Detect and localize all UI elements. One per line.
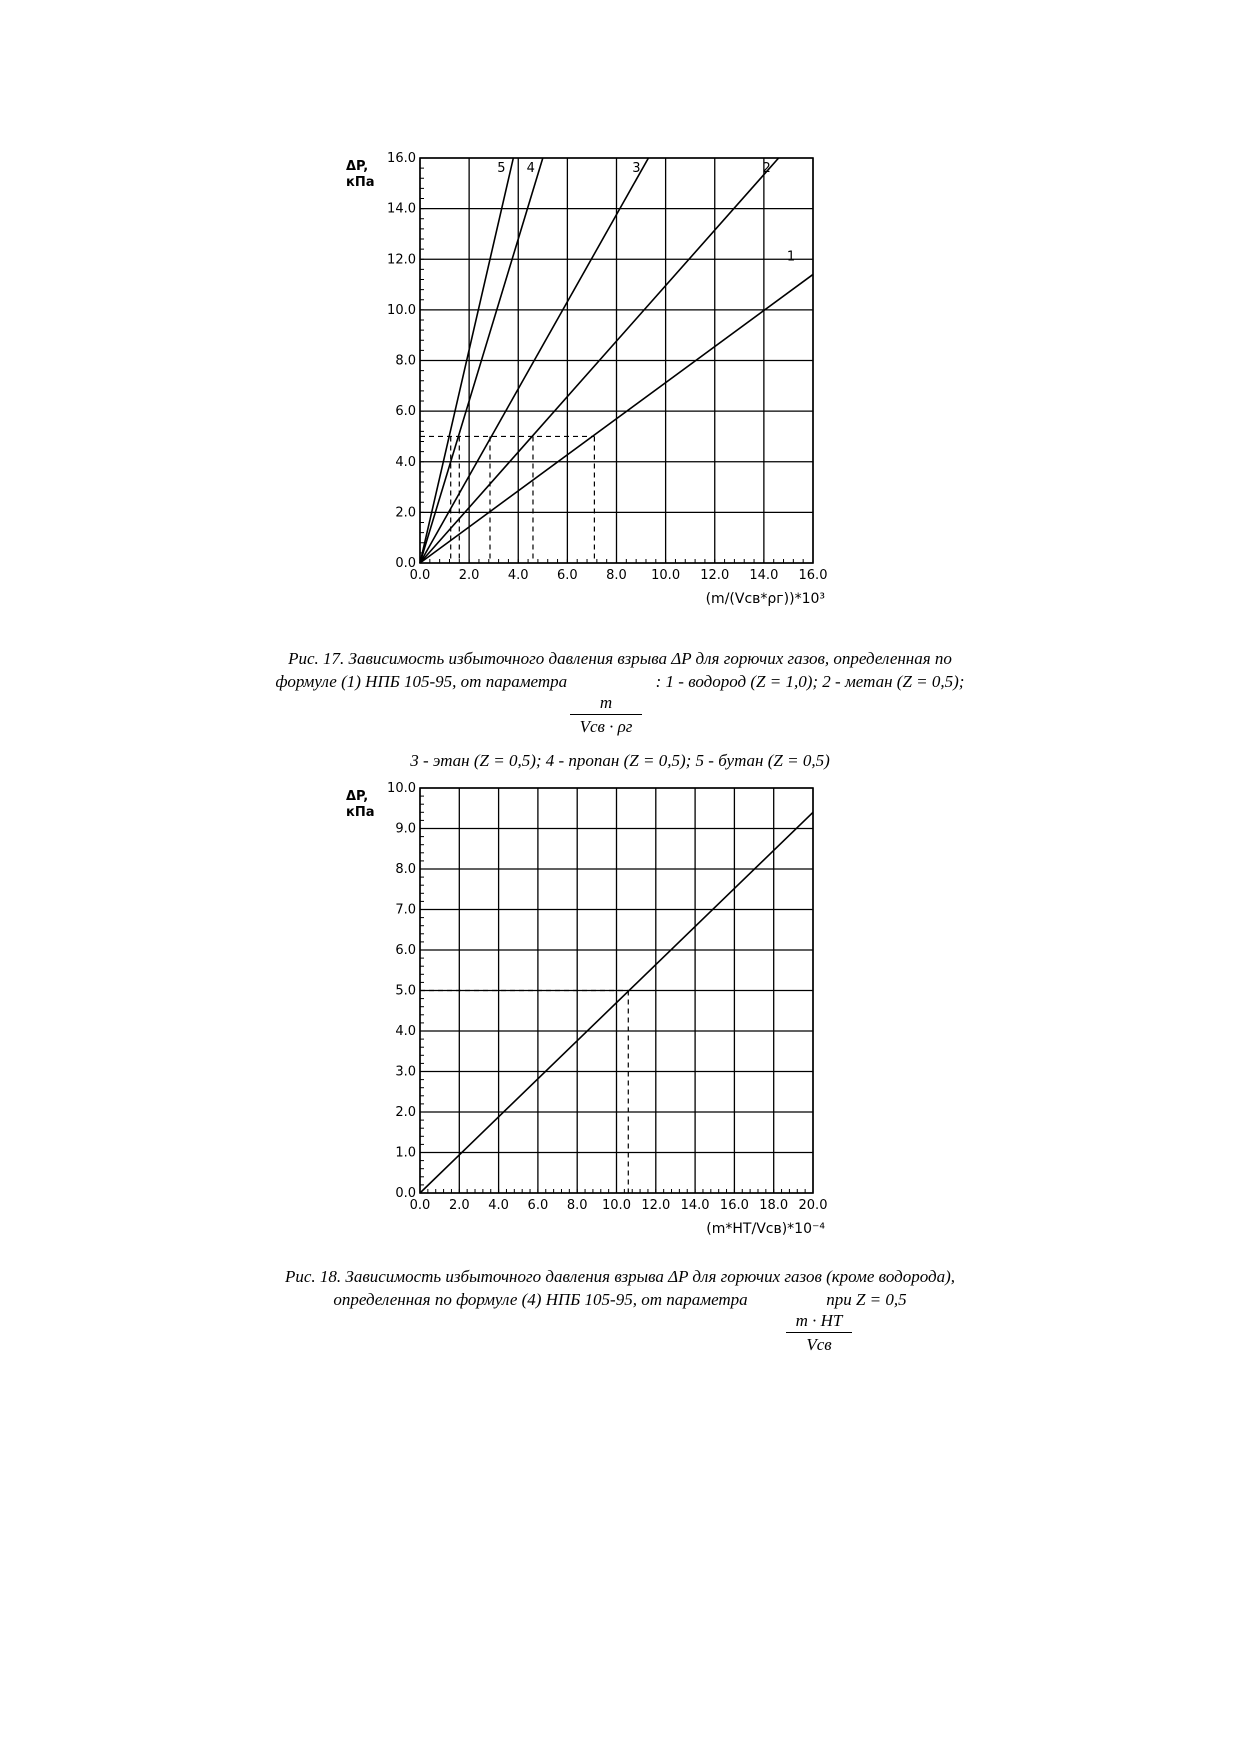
x-axis-label: (m/(Vсв*ρг))*10³ bbox=[705, 591, 825, 607]
fraction-denominator: Vсв bbox=[806, 1335, 832, 1354]
x-tick-label: 8.0 bbox=[606, 568, 627, 583]
figure-18-parameter-fraction bbox=[786, 1311, 852, 1355]
y-tick-label: 0.0 bbox=[395, 1186, 416, 1201]
x-tick-label: 6.0 bbox=[527, 1198, 549, 1213]
x-tick-label: 10.0 bbox=[602, 1198, 631, 1213]
x-tick-label: 14.0 bbox=[749, 568, 779, 583]
figure-17-caption-line2a: формуле (1) НПБ 105-95, от параметра bbox=[275, 672, 568, 691]
chart-figure-17 bbox=[346, 140, 900, 620]
figure-17-caption-line3-text: 3 - этан (Z = 0,5); 4 - пропан (Z = 0,5); 5 - бутан (Z = 0,5) bbox=[410, 751, 830, 770]
x-tick-label: 14.0 bbox=[680, 1198, 710, 1213]
y-tick-label: 14.0 bbox=[387, 201, 416, 217]
figure-18-caption bbox=[160, 1265, 1080, 1311]
x-tick-label: 18.0 bbox=[759, 1198, 789, 1213]
y-tick-label: 7.0 bbox=[395, 902, 416, 918]
figure-17-caption bbox=[160, 647, 1080, 693]
x-tick-label: 4.0 bbox=[507, 568, 529, 583]
y-tick-label: 5.0 bbox=[395, 983, 416, 999]
x-tick-label: 10.0 bbox=[651, 568, 681, 583]
series-label: 1 bbox=[786, 249, 796, 265]
fraction-numerator: m · HT bbox=[786, 1311, 852, 1333]
y-tick-label: 4.0 bbox=[395, 1024, 416, 1039]
fraction-numerator: m bbox=[570, 693, 642, 715]
y-tick-label: 10.0 bbox=[387, 302, 416, 318]
y-axis-label: ΔP, bbox=[346, 159, 369, 174]
x-tick-label: 8.0 bbox=[566, 1198, 588, 1213]
y-tick-label: 8.0 bbox=[395, 862, 416, 877]
x-tick-label: 16.0 bbox=[719, 1198, 749, 1213]
figure-18-caption-line2b: при Z = 0,5 bbox=[826, 1290, 907, 1309]
x-tick-label: 4.0 bbox=[488, 1198, 509, 1213]
series-label: 4 bbox=[526, 161, 535, 176]
chart-figure-18 bbox=[346, 770, 900, 1250]
x-axis-label: (m*HT/Vсв)*10⁻⁴ bbox=[706, 1221, 825, 1237]
y-tick-label: 10.0 bbox=[387, 781, 416, 796]
x-tick-label: 12.0 bbox=[641, 1198, 671, 1213]
x-tick-label: 2.0 bbox=[458, 568, 480, 583]
y-tick-label: 2.0 bbox=[395, 505, 416, 521]
series-label: 5 bbox=[497, 161, 506, 176]
y-axis-label-unit: кПа bbox=[346, 175, 375, 190]
y-tick-label: 0.0 bbox=[395, 556, 416, 571]
series-label: 2 bbox=[762, 161, 771, 176]
y-tick-label: 16.0 bbox=[387, 151, 416, 166]
y-tick-label: 6.0 bbox=[395, 943, 416, 958]
y-tick-label: 6.0 bbox=[395, 404, 416, 420]
y-tick-label: 12.0 bbox=[387, 252, 416, 268]
series-label: 3 bbox=[632, 161, 641, 176]
y-axis-label: ΔP, bbox=[346, 789, 369, 804]
figure-17-parameter-fraction bbox=[570, 693, 642, 737]
y-tick-label: 3.0 bbox=[395, 1064, 416, 1080]
figure-17-caption-line3 bbox=[160, 749, 1080, 772]
figure-18-caption-line1: Рис. 18. Зависимость избыточного давления взрыва ΔP для горючих газов (кроме водорода), bbox=[284, 1267, 955, 1286]
y-axis-label-unit: кПа bbox=[346, 805, 375, 820]
x-tick-label: 0.0 bbox=[409, 1198, 431, 1213]
y-tick-label: 8.0 bbox=[395, 353, 416, 369]
figure-18-caption-line2a: определенная по формуле (4) НПБ 105-95, от параметра bbox=[333, 1290, 748, 1309]
figure-17-caption-line1: Рис. 17. Зависимость избыточного давления взрыва ΔP для горючих газов, определенная по bbox=[288, 649, 952, 668]
y-tick-label: 1.0 bbox=[395, 1145, 416, 1161]
x-tick-label: 6.0 bbox=[557, 568, 578, 583]
y-tick-label: 4.0 bbox=[395, 454, 416, 470]
y-tick-label: 2.0 bbox=[395, 1105, 416, 1120]
x-tick-label: 0.0 bbox=[409, 568, 431, 583]
x-tick-label: 2.0 bbox=[448, 1198, 470, 1213]
x-tick-label: 12.0 bbox=[700, 568, 730, 583]
figure-18-caption-line2 bbox=[160, 1288, 1080, 1311]
y-tick-label: 9.0 bbox=[395, 821, 416, 837]
figure-17-caption-line2 bbox=[160, 670, 1080, 693]
figure-17-caption-line2b: : 1 - водород (Z = 1,0); 2 - метан (Z = 0,5); bbox=[655, 672, 965, 691]
fraction-denominator: Vсв · ρг bbox=[579, 717, 633, 736]
x-tick-label: 16.0 bbox=[798, 568, 828, 583]
x-tick-label: 20.0 bbox=[798, 1198, 828, 1213]
